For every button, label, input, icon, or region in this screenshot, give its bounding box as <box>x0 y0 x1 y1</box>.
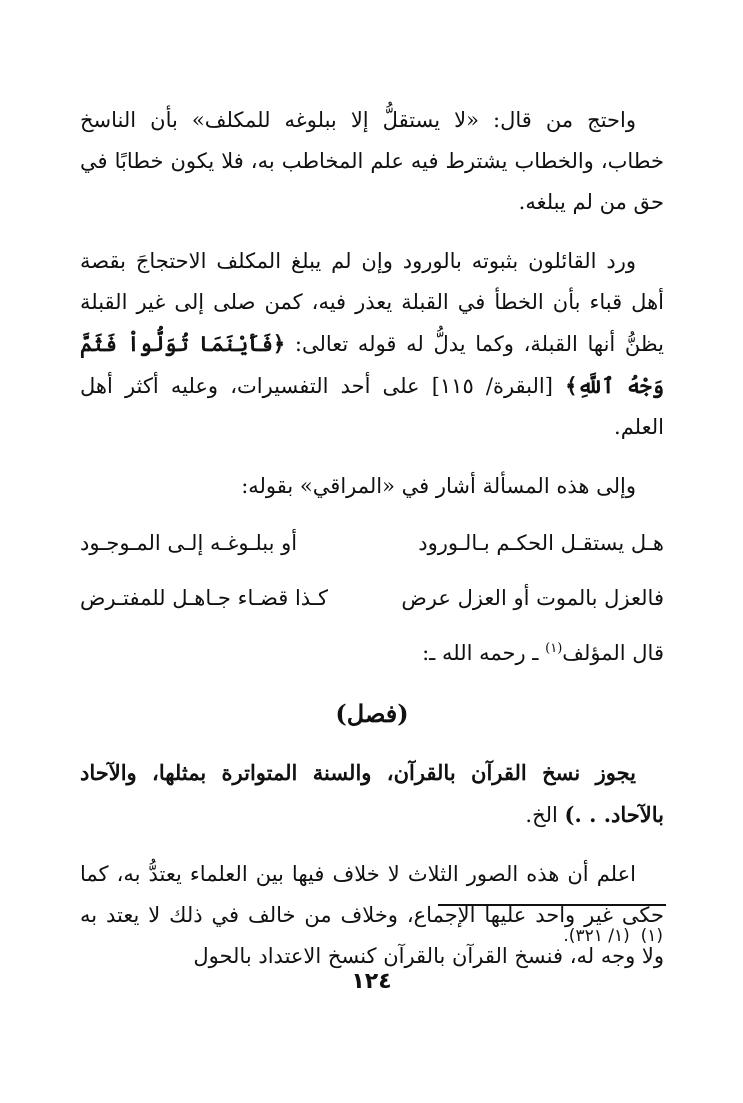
section-title: (فصل) <box>335 699 409 728</box>
author-attribution <box>80 633 664 674</box>
poem-hemistich-first: هـل يستقـل الحكـم بـالـورود <box>418 531 664 555</box>
poem-line <box>80 523 664 564</box>
poem <box>80 523 664 619</box>
paragraph-2 <box>80 241 664 448</box>
paragraph-2-start: ورد القائلون بثبوته بالورود وإن لم يبلغ المكلف الاحتجاجَ بقصة أهل قباء بأن الخطأ في القبلة يعذر فيه، كمن صلى إلى غير القبلة يظنُّ أنها القبلة، وكما يدلُّ له قوله تعالى: <box>80 249 664 356</box>
attribution-suffix: ـ رحمه الله ـ: <box>422 641 546 665</box>
quran-reference: [البقرة/ ١١٥] <box>431 374 566 398</box>
matn-text: يجوز نسخ القرآن بالقرآن، والسنة المتواترة بمثلها، والآحاد بالآحاد. . .) <box>80 760 664 827</box>
paragraph-2-end: على أحد التفسيرات، وعليه أكثر أهل العلم. <box>80 374 664 439</box>
paragraph-3: وإلى هذه المسألة أشار في «المراقي» بقوله: <box>241 474 636 498</box>
quran-verse: ﴿فَأَيْنَمَا تُوَلُّواْ فَثَمَّ وَجْهُ ٱللَّهِ﴾ <box>80 331 665 398</box>
matn-paragraph <box>80 752 664 836</box>
page-number: ١٢٤ <box>351 969 392 994</box>
attribution-text: قال المؤلف <box>562 641 664 665</box>
poem-hemistich-first: فالعزل بالموت أو العزل عرض <box>401 586 664 610</box>
footnote-separator <box>438 904 666 906</box>
poem-hemistich-second: أو ببلـوغـه إلـى المـوجـود <box>80 531 298 555</box>
footnote-marker: (١) <box>545 641 563 656</box>
footnote-text: (١/ ٣٢١). <box>563 926 630 946</box>
page-body <box>80 100 664 995</box>
poem-line <box>80 578 664 619</box>
footnote-number: (١) <box>640 926 663 946</box>
matn-suffix: الخ. <box>525 803 565 827</box>
footnote <box>363 922 663 950</box>
poem-hemistich-second: كـذا قضـاء جـاهـل للمفتـرض <box>80 586 328 610</box>
paragraph-1: واحتج من قال: «لا يستقلُّ إلا ببلوغه للمكلف» بأن الناسخ خطاب، والخطاب يشترط فيه علم المخاطب به، فلا يكون خطابًا في حق من لم يبلغه. <box>80 108 664 214</box>
paragraph-4: اعلم أن هذه الصور الثلاث لا خلاف فيها بين العلماء يعتدُّ به، كما حكى غير واحد عليها الإجماع، وخلاف من خالف في ذلك لا يعتد به ولا وجه له، فنسخ القرآن بالقرآن كنسخ الاعتداد بالحول <box>80 862 664 968</box>
